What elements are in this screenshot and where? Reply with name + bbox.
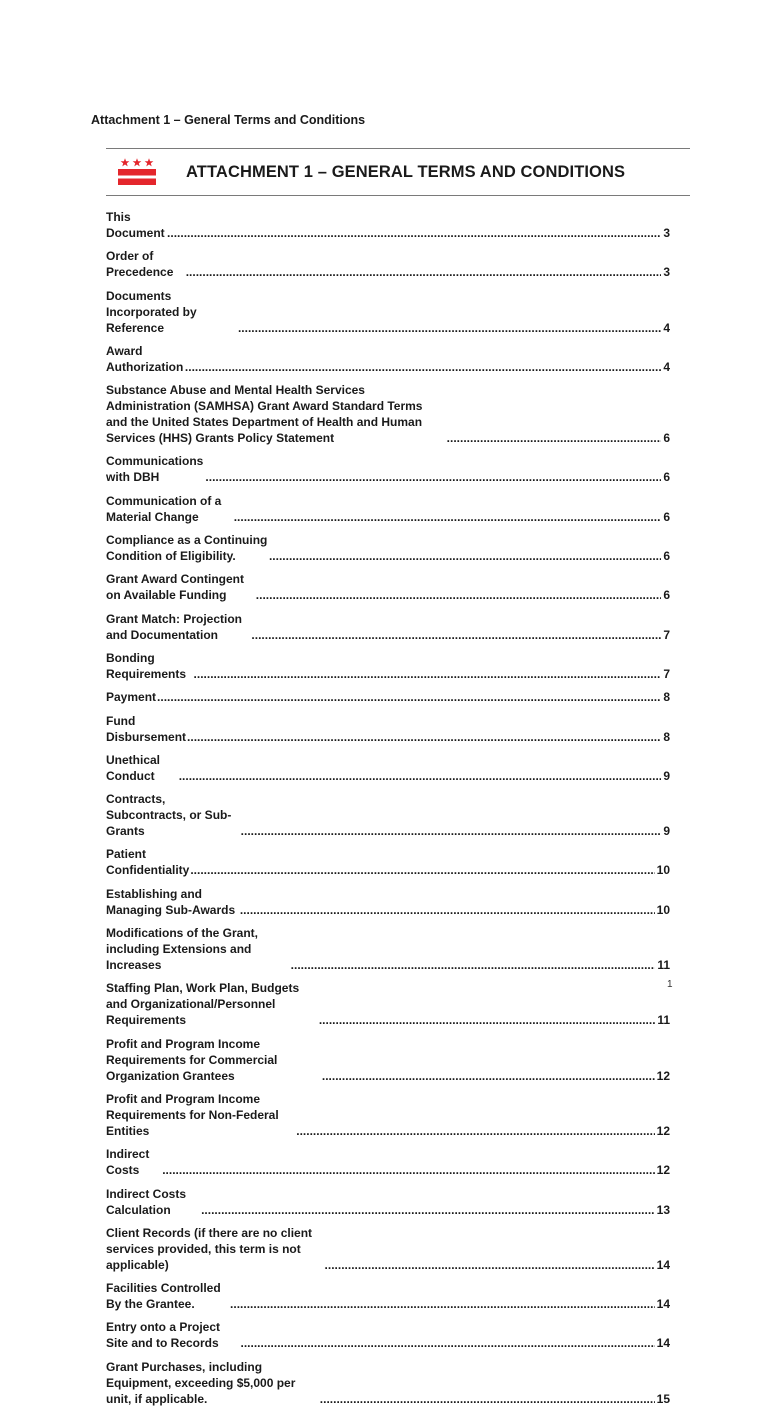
toc-dot-leader: [157, 689, 661, 705]
toc-entry-label: Order of Precedence: [106, 249, 174, 280]
toc-entry-label: Patient Confidentiality: [106, 847, 190, 878]
toc-dot-leader: [230, 1296, 655, 1312]
dc-flag-icon: [118, 157, 156, 187]
toc-entry[interactable]: [106, 846, 670, 878]
toc-entry[interactable]: [106, 925, 670, 973]
toc-entry-page: 6: [663, 549, 670, 564]
toc-dot-leader: [205, 469, 661, 485]
toc-dot-leader: [238, 320, 661, 336]
toc-entry-label: Establishing and Managing Sub-Awards: [106, 886, 236, 917]
toc-entry-page: 9: [663, 768, 670, 783]
toc-entry-page: 8: [663, 729, 670, 744]
toc-entry-page: 4: [663, 359, 670, 374]
running-header: Attachment 1 – General Terms and Conditions: [91, 113, 366, 127]
toc-entry-page: 14: [656, 1297, 670, 1312]
toc-entry-page: 6: [663, 509, 670, 524]
toc-dot-leader: [325, 1257, 655, 1273]
toc-entry-label: Communication of a Material Change: [106, 493, 222, 524]
document-title: ATTACHMENT 1 – GENERAL TERMS AND CONDITIONS: [186, 163, 626, 181]
toc-dot-leader: [185, 359, 661, 375]
toc-dot-leader: [187, 729, 661, 745]
toc-entry-label: Unethical Conduct: [106, 752, 161, 783]
toc-entry-page: 12: [656, 1123, 670, 1138]
toc-entry[interactable]: [106, 791, 670, 839]
toc-entry-page: 3: [663, 265, 670, 280]
toc-entry-label: Modifications of the Grant, including Extensions and Increases: [106, 926, 258, 973]
toc-entry-label: This Document: [106, 210, 165, 240]
toc-entry[interactable]: [106, 1280, 670, 1312]
toc-entry[interactable]: [106, 1319, 670, 1351]
toc-dot-leader: [447, 430, 662, 446]
toc-dot-leader: [179, 768, 662, 784]
toc-entry-page: 15: [656, 1391, 670, 1406]
toc-entry[interactable]: [106, 980, 670, 1028]
toc-entry[interactable]: [106, 752, 670, 784]
toc-entry[interactable]: [106, 1091, 670, 1139]
toc-dot-leader: [319, 1012, 655, 1028]
toc-dot-leader: [190, 862, 654, 878]
toc-dot-leader: [241, 1335, 655, 1351]
toc-dot-leader: [251, 627, 661, 643]
toc-entry[interactable]: [106, 689, 670, 705]
toc-entry-page: 6: [663, 588, 670, 603]
toc-entry-label: Entry onto a Project Site and to Records: [106, 1320, 221, 1351]
toc-entry[interactable]: [106, 571, 670, 603]
toc-dot-leader: [269, 548, 661, 564]
toc-entry-label: Contracts, Subcontracts, or Sub-Grants: [106, 792, 232, 839]
toc-dot-leader: [162, 1162, 654, 1178]
toc-entry-label: Indirect Costs: [106, 1147, 150, 1178]
toc-dot-leader: [322, 1068, 655, 1084]
toc-entry[interactable]: [106, 343, 670, 375]
toc-entry-page: 11: [657, 1013, 670, 1028]
toc-entry-page: 9: [663, 824, 670, 839]
toc-entry[interactable]: [106, 1146, 670, 1178]
page-number: 1: [667, 979, 673, 990]
toc-entry[interactable]: [106, 1359, 670, 1407]
toc-entry[interactable]: [106, 1036, 670, 1084]
toc-entry[interactable]: [106, 1186, 670, 1218]
toc-entry-page: 12: [656, 1163, 670, 1178]
toc-entry-page: 14: [656, 1336, 670, 1351]
toc-dot-leader: [296, 1123, 654, 1139]
toc-entry-page: 14: [656, 1257, 670, 1272]
toc-entry-label: Grant Match: Projection and Documentation: [106, 611, 243, 642]
toc-entry-label: Compliance as a Continuing Condition of Eligibility.: [106, 533, 268, 564]
toc-dot-leader: [256, 587, 662, 603]
toc-dot-leader: [194, 666, 662, 682]
toc-entry-page: 3: [663, 226, 670, 240]
toc-dot-leader: [234, 509, 662, 525]
toc-entry-page: 6: [663, 431, 670, 446]
toc-entry-label: Profit and Program Income Requirements for Non-Federal Entities: [106, 1091, 279, 1138]
toc-entry-label: Communications with DBH: [106, 454, 204, 485]
toc-dot-leader: [291, 957, 656, 973]
toc-entry-label: Client Records (if there are no client services provided, this term is not applicable): [106, 1225, 313, 1272]
toc-entry-page: 6: [663, 470, 670, 485]
toc-dot-leader: [320, 1391, 655, 1407]
toc-entry-page: 4: [663, 320, 670, 335]
toc-entry-page: 10: [656, 863, 670, 878]
toc-entry[interactable]: [106, 248, 670, 280]
toc-entry-page: 7: [663, 627, 670, 642]
toc-entry[interactable]: [106, 532, 670, 564]
toc-entry-page: 11: [657, 958, 670, 973]
toc-entry-label: Grant Award Contingent on Available Funding: [106, 572, 244, 603]
toc-entry-page: 8: [663, 690, 670, 705]
toc-entry[interactable]: [106, 209, 670, 241]
toc-dot-leader: [241, 823, 662, 839]
toc-entry[interactable]: [106, 1225, 670, 1273]
toc-entry-label: Staffing Plan, Work Plan, Budgets and Organizational/Personnel Requirements: [106, 981, 300, 1028]
toc-dot-leader: [240, 902, 655, 918]
table-of-contents: [106, 209, 670, 1414]
toc-entry[interactable]: [106, 453, 670, 485]
toc-entry[interactable]: [106, 382, 670, 446]
toc-entry-label: Indirect Costs Calculation: [106, 1186, 187, 1217]
toc-entry[interactable]: [106, 650, 670, 682]
toc-dot-leader: [186, 264, 662, 280]
toc-entry-page: 10: [656, 902, 670, 917]
toc-entry-label: Award Authorization: [106, 343, 184, 374]
toc-dot-leader: [167, 225, 661, 241]
toc-entry-label: Substance Abuse and Mental Health Services Administration (SAMHSA) Grant Award Standard Terms and the United States Department of Health and Human Services (HHS) Grants Policy Statement: [106, 383, 423, 446]
title-block: [106, 148, 690, 196]
toc-entry[interactable]: [106, 713, 670, 745]
toc-entry-page: 7: [663, 666, 670, 681]
toc-entry-label: Facilities Controlled By the Grantee.: [106, 1281, 221, 1312]
toc-entry-label: Grant Purchases, including Equipment, exceeding $5,000 per unit, if applicable.: [106, 1359, 296, 1406]
toc-entry-label: Bonding Requirements: [106, 650, 187, 681]
toc-entry[interactable]: [106, 611, 670, 643]
toc-entry[interactable]: [106, 493, 670, 525]
toc-entry-label: Payment: [106, 690, 157, 705]
toc-entry-page: 12: [656, 1068, 670, 1083]
toc-entry-label: Fund Disbursement: [106, 713, 187, 744]
toc-entry[interactable]: [106, 886, 670, 918]
toc-entry[interactable]: [106, 288, 670, 336]
toc-entry-label: Profit and Program Income Requirements for Commercial Organization Grantees: [106, 1036, 278, 1083]
toc-dot-leader: [201, 1202, 655, 1218]
toc-entry-page: 13: [656, 1202, 670, 1217]
toc-entry-label: Documents Incorporated by Reference: [106, 288, 197, 335]
